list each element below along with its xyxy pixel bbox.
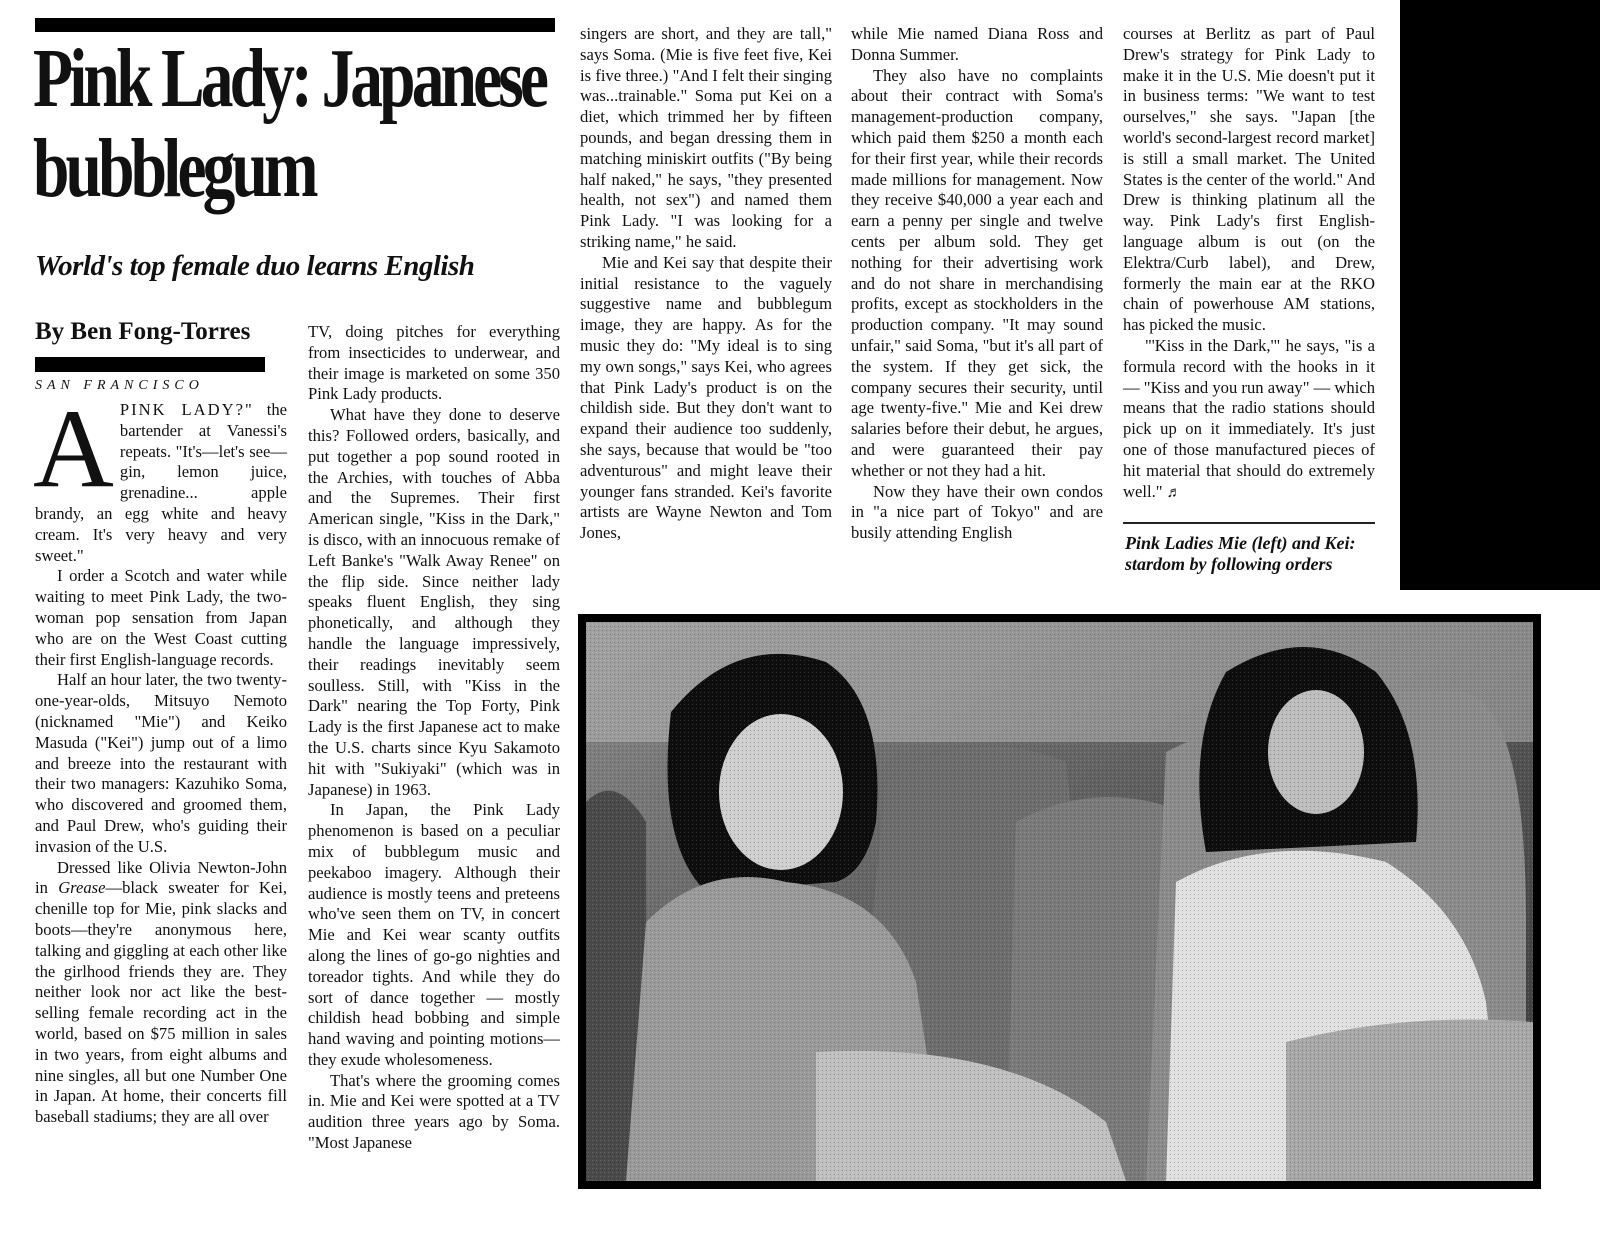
paragraph: while Mie named Diana Ross and Donna Summer.	[851, 24, 1103, 64]
paragraph: courses at Berlitz as part of Paul Drew's strategy for Pink Lady to make it in the U.S. Mie doesn't put it in business terms: "We want to test ourselves," she says. "Japan [the world's second-largest record market] is still a small market. The United States is the center of the world." And Drew is thinking platinum all the way. Pink Lady's first English-language album is out (on the Elektra/Curb label), and Drew, formerly the main ear at the RKO chain of powerhouse AM stations, has picked the music.	[1123, 24, 1375, 335]
byline: By Ben Fong-Torres	[35, 318, 251, 345]
caption-rule	[1123, 522, 1375, 524]
paragraph-text: —black sweater for Kei, chenille top for Mie, pink slacks and boots—they're anonymous here, talking and giggling at each other like the girlhood friends they are. They neither look nor act like the best-selling female recording act in the world, based on $75 million in sales in two years, from eight albums and nine singles, all but one Number One in Japan. At home, their concerts fill baseball stadiums; they are all over	[35, 878, 287, 1127]
column-5	[1123, 24, 1375, 503]
paragraph: Now they have their own condos in "a nice part of Tokyo" and are busily attending English	[851, 481, 1103, 543]
dateline: SAN FRANCISCO	[35, 378, 204, 393]
paragraph: TV, doing pitches for everything from insecticides to underwear, and their image is marketed on some 350 Pink Lady products.	[308, 322, 560, 404]
paragraph	[35, 858, 287, 1128]
paragraph: Half an hour later, the two twenty-one-year-olds, Mitsuyo Nemoto (nicknamed "Mie") and Keiko Masuda ("Kei") jump out of a limo and breeze into the restaurant with their two managers: Kazuhiko Soma, who discovered and groomed them, and Paul Drew, who's guiding their invasion of the U.S.	[35, 670, 287, 856]
opener: PINK LADY?"	[119, 400, 254, 419]
paragraph: In Japan, the Pink Lady phenomenon is based on a peculiar mix of bubblegum music and peekaboo imagery. Although their audience is mostly teens and preteens who've seen them on TV, in concert Mie and Kei wear scanty outfits along the lines of go-go nighties and toreador tights. And while they do sort of dance together — mostly childish head bobbing and simple hand waving and pointing motions—they exude wholesomeness.	[308, 800, 560, 1069]
column-2	[308, 322, 560, 1154]
paragraph: I order a Scotch and water while waiting to meet Pink Lady, the two-woman pop sensation from Japan who are on the West Coast cutting their first English-language records.	[35, 566, 287, 669]
paragraph: They also have no complaints about their contract with Soma's management-production company, which paid them $250 a month each for their first year, while their records made millions for management. Now they receive $40,000 a year each and earn a penny per single and twelve cents per album sold. They get nothing for their advertising work and do not share in merchandising profits, except as stockholders in the production company. "It may sound unfair," said Soma, "but it's all part of the system. If they get sick, the company secures their security, until age twenty-five." Mie and Kei drew salaries before their debut, he argues, and were guaranteed their pay whether or not they had a hit.	[851, 65, 1103, 480]
page-edge-black	[1400, 0, 1600, 590]
paragraph: That's where the grooming comes in. Mie and Kei were spotted at a TV audition three years ago by Soma. "Most Japanese	[308, 1070, 560, 1153]
photo-pink-lady	[578, 614, 1541, 1189]
column-3	[580, 24, 832, 544]
photo-image	[586, 622, 1533, 1181]
drop-cap: A	[33, 387, 114, 511]
film-title: Grease	[58, 878, 106, 898]
paragraph: Mie and Kei say that despite their initial resistance to the vaguely suggestive name and bubblegum image, they are happy. As for the music they do: "My ideal is to sing my own songs," says Kei, who agrees that Pink Lady's product is on the childish side. But they don't want to expand their audience too suddenly, she says, because that would be "too adventurous" and might leave their younger fans stranded. Kei's favorite artists are Wayne Newton and Tom Jones,	[580, 252, 832, 543]
photo-caption: Pink Ladies Mie (left) and Kei: stardom by following orders	[1125, 533, 1356, 574]
headline-rule	[35, 18, 555, 32]
paragraph	[33, 387, 287, 566]
headline-line-2: bubblegum	[33, 122, 315, 215]
column-4	[851, 24, 1103, 544]
headline-line-1: Pink Lady: Japanese	[33, 32, 546, 125]
subheadline: World's top female duo learns English	[35, 250, 475, 282]
paragraph: singers are short, and they are tall," says Soma. (Mie is five feet five, Kei is five three.) "And I felt their singing was...trainable." Soma put Kei on a diet, which trimmed her by fifteen pounds, and began dressing them in matching miniskirt outfits ("By being half naked," he says, "they presented health, not sex") and named them Pink Lady. "I was looking for a striking name," he said.	[580, 24, 832, 251]
paragraph: What have they done to deserve this? Followed orders, basically, and put together a pop sound rooted in the Archies, with touches of Abba and the Supremes. Their first American single, "Kiss in the Dark," is disco, with an innocuous remake of Left Banke's "Walk Away Renee" on the flip side. Since neither lady speaks fluent English, they sing phonetically, and although they handle the language impressively, their readings inevitably seem soulless. Still, with "Kiss in the Dark" nearing the Top Forty, Pink Lady is the first Japanese act to make the U.S. charts since Kyu Sakamoto hit with "Sukiyaki" (which was in Japanese) in 1963.	[308, 405, 560, 799]
music-note-icon: ♬	[1166, 484, 1182, 501]
paragraph-text: the bartender at Vanessi's repeats. "It's—let's see—gin, lemon juice, grenadine... apple brandy, an egg white and heavy cream. It's very heavy and very sweet."	[35, 400, 287, 565]
byline-rule	[35, 357, 265, 372]
paragraph	[1123, 336, 1375, 503]
paragraph-text: Dressed like Olivia Newton-John in	[35, 857, 287, 898]
headline	[33, 34, 579, 214]
paragraph-text: "'Kiss in the Dark,'" he says, "is a formula record with the hooks in it — "Kiss and you run away" — which means that the radio stations should pick up on it immediately. It's just one of those manufactured pieces of hit material that should do extremely well."	[1123, 335, 1375, 501]
column-1	[33, 387, 287, 1128]
